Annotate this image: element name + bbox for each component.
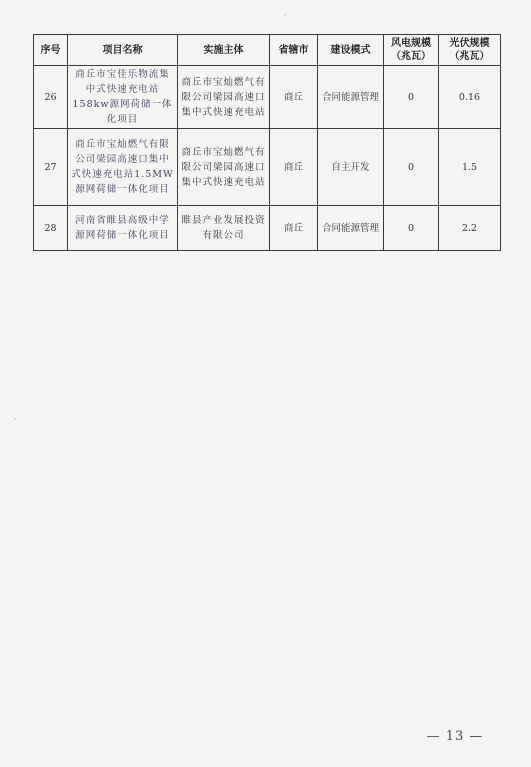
cell-seq: 28 — [34, 206, 68, 251]
header-wind-scale-line1: 风电规模 — [391, 38, 431, 49]
header-city: 省辖市 — [270, 35, 318, 66]
cell-implementing-entity: 睢县产业发展投资有限公司 — [178, 206, 270, 251]
table-header-row — [34, 35, 501, 66]
header-pv-scale-line2: （兆瓦） — [449, 51, 490, 62]
cell-construction-mode: 自主开发 — [318, 129, 384, 206]
cell-city: 商丘 — [270, 206, 318, 251]
cell-seq: 27 — [34, 129, 68, 206]
header-wind-scale-line2: （兆瓦） — [391, 51, 431, 62]
cell-project-name: 商丘市宝灿燃气有限公司梁园高速口集中式快速充电站1.5MW源网荷储一体化项目 — [68, 129, 178, 206]
header-wind-scale — [384, 35, 439, 66]
cell-implementing-entity: 商丘市宝灿燃气有限公司梁园高速口集中式快速充电站 — [178, 66, 270, 129]
header-seq: 序号 — [34, 35, 68, 66]
header-project-name: 项目名称 — [68, 35, 178, 66]
cell-pv-scale: 2.2 — [439, 206, 501, 251]
table-row — [34, 66, 501, 129]
header-implementing-entity: 实施主体 — [178, 35, 270, 66]
cell-wind-scale: 0 — [384, 129, 439, 206]
table-row — [34, 129, 501, 206]
cell-implementing-entity: 商丘市宝灿燃气有限公司梁园高速口集中式快速充电站 — [178, 129, 270, 206]
cell-project-name: 商丘市宝佳乐物流集中式快速充电站158kw源网荷储一体化项目 — [68, 66, 178, 129]
project-table — [33, 34, 501, 251]
cell-construction-mode: 合同能源管理 — [318, 66, 384, 129]
cell-wind-scale: 0 — [384, 66, 439, 129]
cell-seq: 26 — [34, 66, 68, 129]
cell-city: 商丘 — [270, 66, 318, 129]
cell-project-name: 河南省睢县高级中学源网荷储一体化项目 — [68, 206, 178, 251]
cell-city: 商丘 — [270, 129, 318, 206]
scan-speck — [14, 418, 16, 420]
table-row — [34, 206, 501, 251]
cell-pv-scale: 0.16 — [439, 66, 501, 129]
cell-wind-scale: 0 — [384, 206, 439, 251]
header-construction-mode: 建设模式 — [318, 35, 384, 66]
cell-construction-mode: 合同能源管理 — [318, 206, 384, 251]
header-pv-scale — [439, 35, 501, 66]
header-pv-scale-line1: 光伏规模 — [449, 38, 490, 49]
page-number: — 13 — — [426, 729, 484, 744]
cell-pv-scale: 1.5 — [439, 129, 501, 206]
scan-speck — [284, 14, 286, 16]
